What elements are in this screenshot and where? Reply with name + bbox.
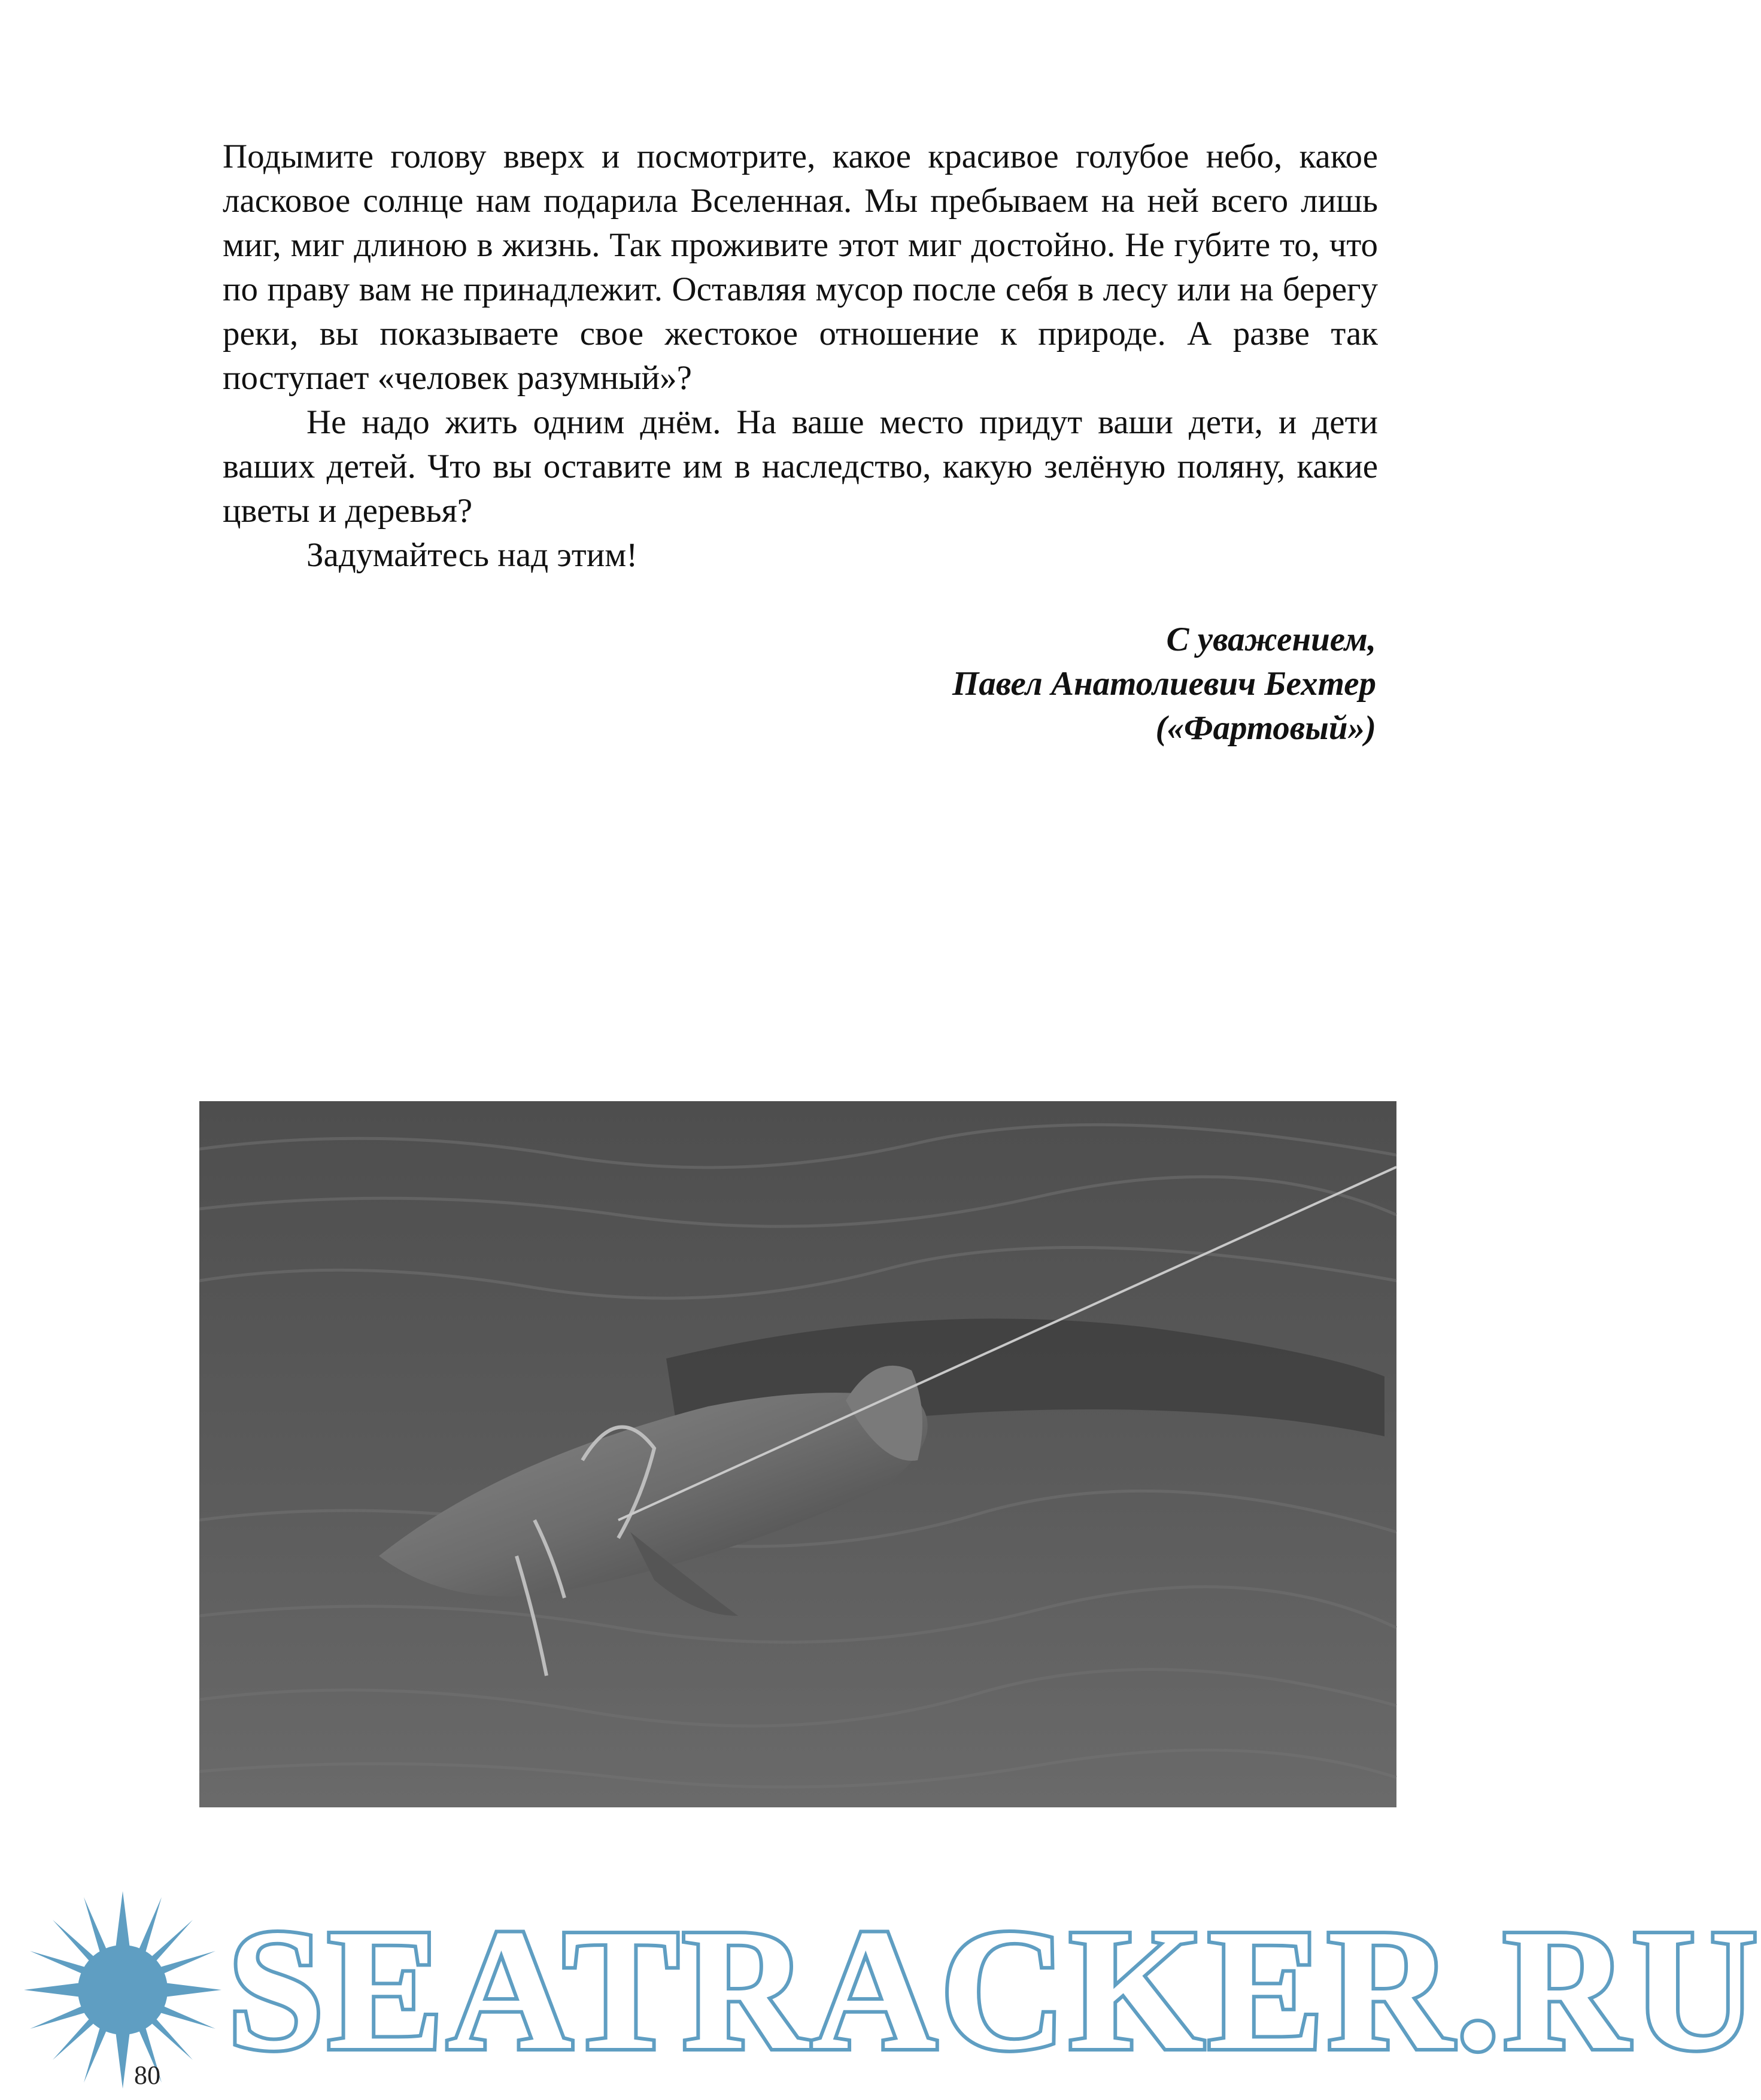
paragraph-2: Не надо жить одним днём. На ваше место придут ваши дети, и дети ваших детей. Что вы оставите им в наследство, какую зелёную поляну, какие цветы и деревья? — [223, 403, 1378, 530]
catfish-photo-image — [199, 1101, 1396, 1807]
page-number: 80 — [134, 2061, 160, 2090]
signature-greeting: С уважением, — [1166, 621, 1376, 658]
sun-logo-icon — [24, 1891, 221, 2089]
footer — [0, 1879, 1761, 2100]
paragraph-3: Задумайтесь над этим! — [306, 536, 638, 574]
signature-nickname: («Фартовый») — [1155, 709, 1376, 747]
paragraph-1: Подымите голову вверх и посмотрите, какое красивое голубое небо, какое ласковое солнце нам подарила Вселенная. Мы пребываем на ней всего лишь миг, миг длиною в жизнь. Так проживите этот миг достойно. Не губите то, что по праву вам не принадлежит. Оставляя мусор после себя в лесу или на берегу реки, вы показываете свое жестокое отношение к природе. А разве так поступает «человек разумный»? — [223, 138, 1378, 397]
signature — [952, 618, 1376, 750]
main-text — [223, 135, 1378, 578]
catfish-photo — [199, 1101, 1396, 1807]
watermark-logo: SEATRACKER.RU — [227, 1894, 1761, 2086]
signature-name: Павел Анатолиевич Бехтер — [952, 665, 1376, 703]
